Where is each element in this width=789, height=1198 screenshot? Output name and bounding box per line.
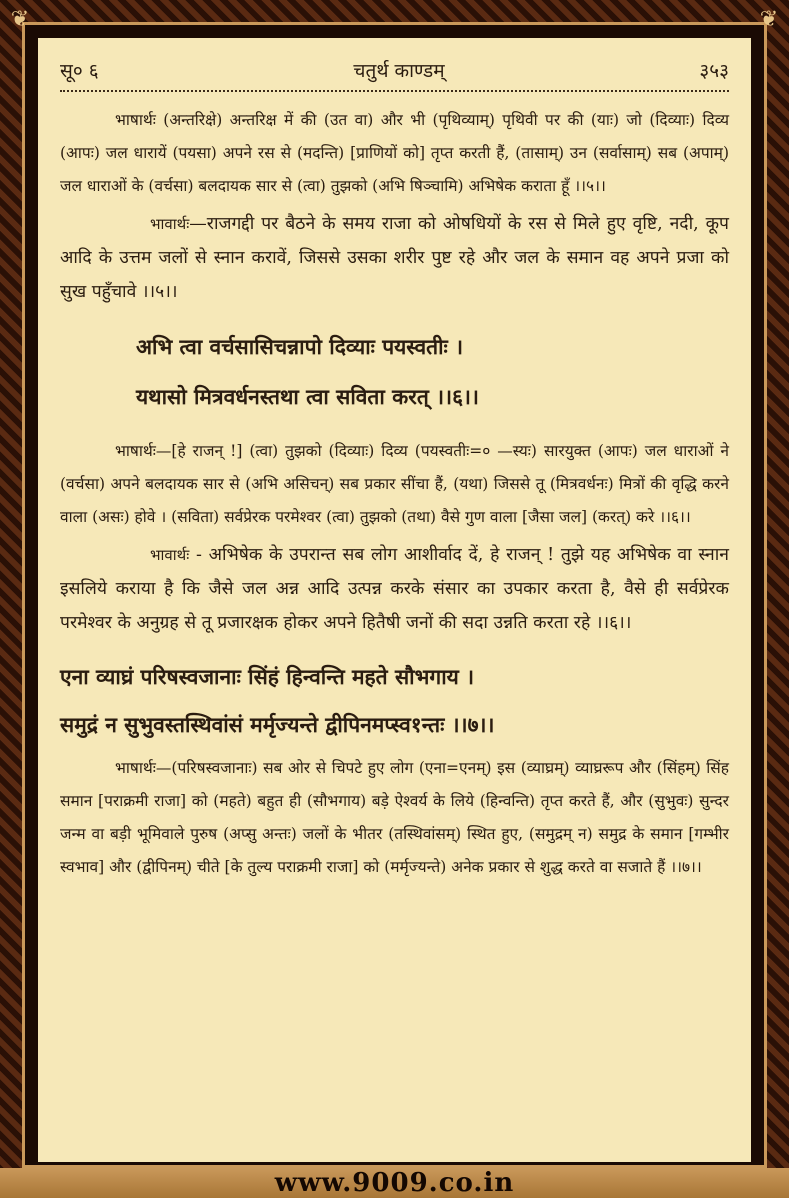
ornament-icon: ❦ xyxy=(759,7,779,32)
ornament-icon: ❦ xyxy=(10,7,30,32)
mantra-line: समुद्रं न सुभुवस्तस्थिवांसं मर्मृज्यन्ते द्वीपिनमप्स्व१न्तः ।।७।। xyxy=(60,712,495,737)
section-title: चतुर्थ काण्डम् xyxy=(353,60,445,82)
mantra-line: यथासो मित्रवर्धनस्तथा त्वा सविता करत् ।।६।। xyxy=(136,384,479,409)
mantra-line: एना व्याघ्रं परिषस्वजानाः सिंहं हिन्वन्ति महते सौभगाय । xyxy=(60,664,475,689)
commentary-paragraph: भाषार्थः—[हे राजन् !] (त्वा) तुझको (दिव्याः) दिव्य (पयस्वतीः=० —स्यः) सारयुक्त (आपः) जल धाराओं ने (वर्चसा) अपने बलदायक सार से (अभि असिचन्) सब प्रकार सींचा हैं, (यथा) जिससे तू (मित्रवर्धनः) मित्रों की वृद्धि करने वाला (असः) होवे । (सविता) सर्वप्रेरक परमेश्वर (त्वा) तुझको (तथा) वैसे गुण वाला [जैसा जल] (करत्) करे ।।६।। xyxy=(60,442,729,526)
commentary-paragraph: भाषार्थः—(परिषस्वजानाः) सब ओर से चिपटे हुए लोग (एना=एनम्) इस (व्याघ्रम्) व्याघ्ररूप और (सिंहम्) सिंह समान [पराक्रमी राजा] को (महते) बहुत ही (सौभगाय) बड़े ऐश्वर्य के लिये (हिन्वन्ति) तृप्त करते हैं, और (सुभुवः) सुन्दर जन्म वा बड़ी भूमिवाले पुरुष (अप्सु अन्तः) जलों के भीतर (तस्थिवांसम्) स्थित हुए, (समुद्रम् न) समुद्र के समान [गम्भीर स्वभाव] और (द्वीपिनम्) चीते [के तुल्य पराक्रमी राजा] को (मर्मृज्यन्ते) अनेक प्रकार से शुद्ध करते वा सजाते हैं ।।७।। xyxy=(60,759,729,876)
commentary-paragraph: भाषार्थः (अन्तरिक्षे) अन्तरिक्ष में की (उत वा) और भी (पृथिव्याम्) पृथिवी पर की (याः) जो (दिव्याः) दिव्य (आपः) जल धारायें (पयसा) अपने रस से (मदन्ति) [प्राणियों को] तृप्त करती हैं, (तासाम्) उन (सर्वासाम्) सब (अपाम्) जल धाराओं के (वर्चसा) बलदायक सार से (त्वा) तुझको (अभि षिञ्चामि) अभिषेक कराता हूँ ।।५।। xyxy=(60,111,729,195)
mantra-line: अभि त्वा वर्चसासिचन्नापो दिव्याः पयस्वतीः । xyxy=(136,334,464,359)
header-divider xyxy=(60,90,729,92)
summary-text: - अभिषेक के उपरान्त सब लोग आशीर्वाद दें, हे राजन् ! तुझे यह अभिषेक वा स्नान इसलिये कराया है कि जैसे जल अन्न आदि उत्पन्न करके संसार का उपकार करता है, वैसे ही सर्वप्रेरक परमेश्वर के अनुग्रह से तू प्रजारक्षक होकर अपने हितैषी जनों की सदा उन्नति करता रहे ।।६।। xyxy=(60,545,729,633)
page-header xyxy=(60,52,729,88)
sukta-number: सू० ६ xyxy=(60,60,99,82)
book-page xyxy=(38,38,751,1162)
summary-lead: भावार्थः xyxy=(150,546,190,564)
summary-paragraph xyxy=(60,207,729,309)
summary-lead: भावार्थः xyxy=(150,215,190,233)
summary-paragraph xyxy=(60,538,729,640)
summary-text: —राजगद्दी पर बैठने के समय राजा को ओषधियों के रस से मिले हुए वृष्टि, नदी, कूप आदि के उत्तम जलों से स्नान करावें, जिससे उसका शरीर पुष्ट रहे और जल के समान वह अपने प्रजा को सुख पहुँचावे ।।५।। xyxy=(60,214,729,302)
page-number: ३५३ xyxy=(699,60,729,82)
website-footer: www.9009.co.in xyxy=(0,1168,789,1198)
